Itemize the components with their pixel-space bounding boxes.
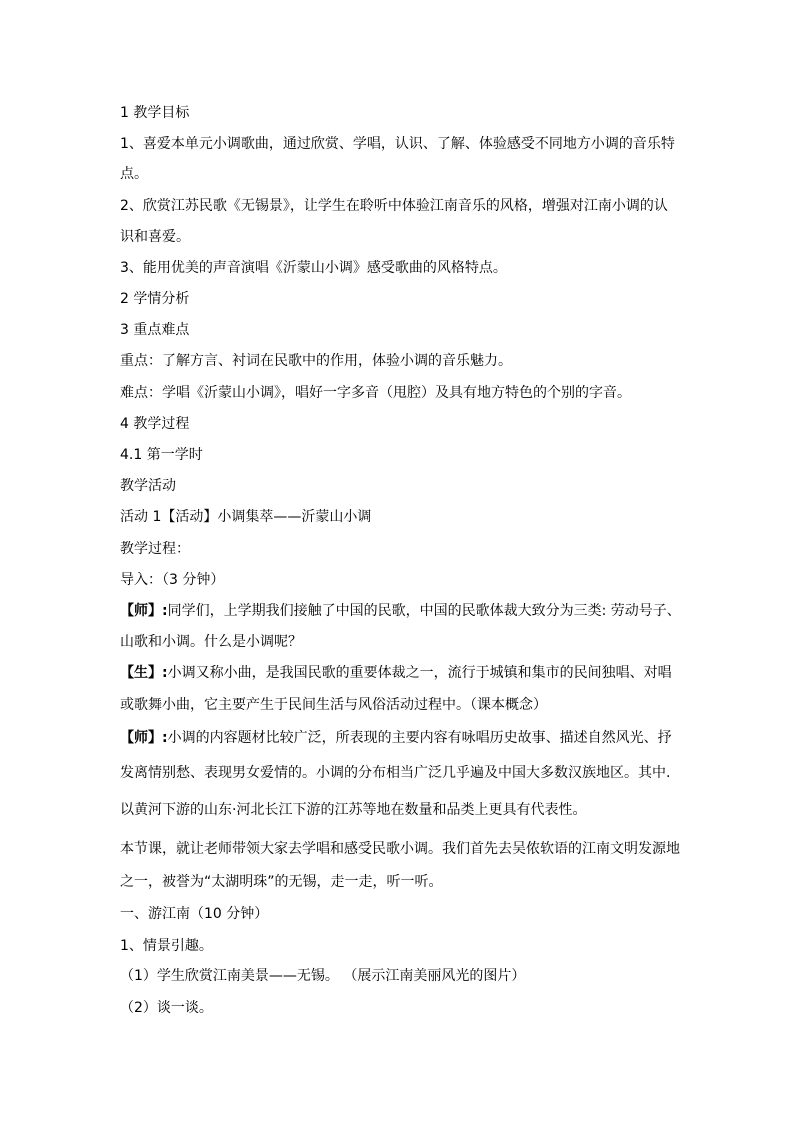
speaker-label: 【师】: bbox=[120, 730, 168, 746]
text-line: 教学活动 bbox=[120, 478, 176, 494]
text-line: 教学过程： bbox=[120, 541, 190, 557]
text-line: 识和喜爱。 bbox=[120, 229, 190, 245]
dialogue-line: 【生】:小调又称小曲，是我国民歌的重要体裁之一，流行于城镇和集市的民间独唱、对唱 bbox=[120, 665, 672, 681]
text-line: （1）学生欣赏江南美景——无锡。 （展示江南美丽风光的图片） bbox=[120, 968, 526, 984]
speaker-label: 【师】: bbox=[120, 603, 168, 619]
text-line: 本节课，就让老师带领大家去学唱和感受民歌小调。我们首先去吴侬软语的江南文明发源地 bbox=[120, 841, 680, 857]
text-line: 以黄河下游的山东·河北长江下游的江苏等地在数量和品类上更具有代表性。 bbox=[120, 802, 587, 818]
text-line: 3、能用优美的声音演唱《沂蒙山小调》感受歌曲的风格特点。 bbox=[120, 260, 507, 276]
heading-objectives: 1 教学目标 bbox=[120, 105, 190, 121]
heading-analysis: 2 学情分析 bbox=[120, 291, 190, 307]
speaker-label: 【生】: bbox=[120, 665, 168, 681]
text-line: 发离情别愁、表现男女爱情的。小调的分布相当广泛几乎遍及中国大多数汉族地区。其中. bbox=[120, 765, 671, 781]
heading-first-lesson: 4.1 第一学时 bbox=[120, 447, 203, 463]
heading-process: 4 教学过程 bbox=[120, 416, 190, 432]
text-line: 2、欣赏江苏民歌《无锡景》，让学生在聆听中体验江南音乐的风格，增强对江南小调的认 bbox=[120, 198, 668, 214]
text-line: 之一，被誉为“太湖明珠”的无锡，走一走，听一听。 bbox=[120, 874, 443, 890]
text-line: 1、情景引趣。 bbox=[120, 938, 213, 954]
section-heading: 一、游江南（10 分钟） bbox=[120, 906, 269, 922]
dialogue-line: 【师】:小调的内容题材比较广泛，所表现的主要内容有咏唱历史故事、描述自然风光、抒 bbox=[120, 730, 672, 746]
text-line: 难点：学唱《沂蒙山小调》，唱好一字多音（甩腔）及具有地方特色的个别的字音。 bbox=[120, 385, 631, 401]
text-line: 导入：（3 分钟） bbox=[120, 572, 225, 588]
text-line: 活动 1【活动】小调集萃——沂蒙山小调 bbox=[120, 509, 372, 525]
text-line: 或歌舞小曲，它主要产生于民间生活与风俗活动过程中。（课本概念） bbox=[120, 697, 547, 713]
heading-key-points: 3 重点难点 bbox=[120, 322, 190, 338]
text-line: 重点：了解方言、衬词在民歌中的作用，体验小调的音乐魅力。 bbox=[120, 353, 512, 369]
text-line: 点。 bbox=[120, 166, 148, 182]
text-line: 山歌和小调。什么是小调呢？ bbox=[120, 634, 302, 650]
dialogue-line: 【师】:同学们，上学期我们接触了中国的民歌，中国的民歌体裁大致分为三类: 劳动号子、 bbox=[120, 603, 681, 619]
text-line: 1、喜爱本单元小调歌曲，通过欣赏、学唱，认识、了解、体验感受不同地方小调的音乐特 bbox=[120, 136, 675, 152]
text-line: （2）谈一谈。 bbox=[120, 1000, 213, 1016]
